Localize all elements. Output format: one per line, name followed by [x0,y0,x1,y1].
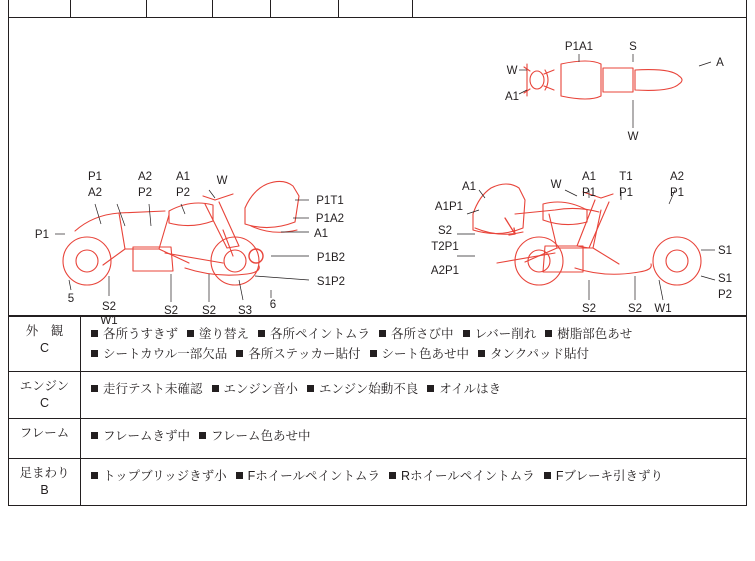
condition-item [236,344,360,364]
condition-category-label: エンジン [19,379,70,393]
label-right-w1: W1 [654,303,672,315]
condition-item [379,324,454,344]
label-left-a2: A2 [87,187,103,199]
condition-item [427,379,501,399]
bullet-square-icon [545,330,552,337]
condition-item [187,324,249,344]
condition-item [212,379,298,399]
bullet-square-icon [91,330,98,337]
condition-item [91,324,178,344]
label-right-a2: A2 [669,171,685,183]
right-side-view-group [473,184,701,285]
top-cell-5 [271,0,339,17]
bullet-square-icon [379,330,386,337]
condition-item [199,426,311,446]
condition-items-suspension [81,459,746,505]
condition-item-text: 各所ペイントムラ [270,327,371,341]
condition-category-frame [9,419,81,458]
condition-items-frame [81,419,746,458]
bullet-square-icon [478,350,485,357]
condition-item-text: エンジン音小 [223,382,298,396]
condition-item [258,324,370,344]
bullet-square-icon [258,330,265,337]
condition-category-label: 外 観 [25,324,64,338]
label-left-p1: P1 [34,229,49,241]
label-right-p2: P2 [717,289,733,301]
bullet-square-icon [91,350,98,357]
top-table-strip [8,0,747,18]
top-cell-1 [9,0,71,17]
label-top-a: A [716,57,724,69]
condition-row-suspension [9,459,746,506]
label-left-p2: P2 [137,187,153,199]
top-cell-6 [339,0,413,17]
label-right-a1p1: A1P1 [434,201,464,213]
condition-item-text: 各所うすきず [103,327,179,341]
label-right-p1-c: P1 [669,187,685,199]
condition-category-exterior [9,317,81,371]
bullet-square-icon [91,432,98,439]
label-right-t2p1: T2P1 [431,241,459,253]
label-left-5: 5 [67,293,75,305]
condition-item [478,344,589,364]
bullet-square-icon [544,472,551,479]
label-left-s2-b: S2 [163,305,179,317]
label-left-w: W [216,175,228,187]
condition-item-text: Fホイールペイントムラ [247,469,381,483]
bullet-square-icon [199,432,206,439]
bullet-square-icon [427,385,434,392]
condition-item-text: 各所さび中 [391,327,454,341]
label-left-w1: W1 [100,315,118,327]
label-right-s1-b: S1 [717,273,733,285]
label-top-w: W [506,65,518,77]
label-right-s2-b: S2 [581,303,597,315]
condition-item-text: フレームきず中 [103,429,191,443]
condition-item-text: シート色あせ中 [381,347,470,361]
label-right-a2p1: A2P1 [430,265,460,277]
label-left-a2-b: A2 [137,171,153,183]
condition-category-engine [9,372,81,418]
condition-table [8,316,747,506]
condition-grade: C [39,341,50,355]
condition-item-text: Fブレーキ引きずり [555,469,663,483]
bullet-square-icon [91,472,98,479]
condition-grade: B [40,483,49,497]
condition-row-engine [9,372,746,419]
label-left-a1: A1 [175,171,191,183]
bullet-square-icon [91,385,98,392]
condition-items-exterior [81,317,746,371]
label-right-s2-c: S2 [627,303,643,315]
label-left-p1b2: P1B2 [316,252,346,264]
condition-category-label: 足まわり [19,466,70,480]
label-left-6: 6 [269,299,277,311]
damage-diagram-panel [8,18,747,327]
condition-item [389,466,535,486]
condition-category-label: フレーム [19,426,70,440]
bullet-square-icon [389,472,396,479]
label-right-p1-b: P1 [618,187,634,199]
condition-item [91,426,190,446]
label-right-t1: T1 [619,171,633,183]
bullet-square-icon [370,350,377,357]
label-left-s2-c: S2 [201,305,217,317]
condition-item-text: 樹脂部色あせ [557,327,633,341]
label-left-s1p2: S1P2 [316,276,346,288]
top-cell-2 [71,0,147,17]
condition-item-text: フレーム色あせ中 [211,429,311,443]
condition-item-text: 塗り替え [199,327,250,341]
condition-row-frame [9,419,746,459]
bullet-square-icon [463,330,470,337]
condition-item-text: Rホイールペイントムラ [401,469,535,483]
label-left-s3: S3 [237,305,253,317]
label-left-a1-b: A1 [313,228,329,240]
label-top-w2: W [627,131,639,143]
label-left-p2-b: P2 [175,187,191,199]
condition-item [307,379,418,399]
condition-item-text: エンジン始動不良 [318,382,419,396]
condition-item [545,324,632,344]
condition-item [463,324,537,344]
condition-item [91,466,227,486]
bullet-square-icon [187,330,194,337]
top-cell-4 [213,0,271,17]
label-right-p1: P1 [581,187,597,199]
condition-item [91,344,227,364]
top-view-group [524,61,682,99]
condition-item-text: タンクパッド貼付 [490,347,590,361]
top-cell-7 [413,0,746,17]
condition-item [370,344,470,364]
label-right-a1: A1 [461,181,477,193]
damage-diagram-svg [9,18,746,327]
label-right-s1: S1 [717,245,733,257]
condition-item [236,466,380,486]
label-right-s2: S2 [437,225,453,237]
condition-item-text: レバー削れ [474,327,537,341]
condition-item-text: トップブリッジきず小 [103,469,227,483]
condition-item [544,466,663,486]
condition-item-text: 走行テスト未確認 [103,382,203,396]
label-left-p1t1: P1T1 [316,195,344,207]
top-cell-3 [147,0,213,17]
bullet-square-icon [212,385,219,392]
label-top-p1a1: P1A1 [564,41,594,53]
label-right-a1-b: A1 [581,171,597,183]
label-top-a1: A1 [504,91,520,103]
label-left-p1a2: P1A2 [315,213,345,225]
condition-item-text: 各所ステッカー貼付 [248,347,361,361]
condition-item [91,379,203,399]
label-left-s2: S2 [101,301,117,313]
condition-item-text: シートカウル一部欠品 [103,347,228,361]
condition-category-suspension [9,459,81,505]
label-top-s: S [629,41,637,53]
label-left-p1-b: P1 [87,171,103,183]
condition-item-text: オイルはき [439,382,502,396]
condition-items-engine [81,372,746,418]
label-right-w: W [550,179,562,191]
bullet-square-icon [236,472,243,479]
bullet-square-icon [307,385,314,392]
condition-row-exterior [9,316,746,372]
bullet-square-icon [236,350,243,357]
condition-grade: C [39,396,50,410]
